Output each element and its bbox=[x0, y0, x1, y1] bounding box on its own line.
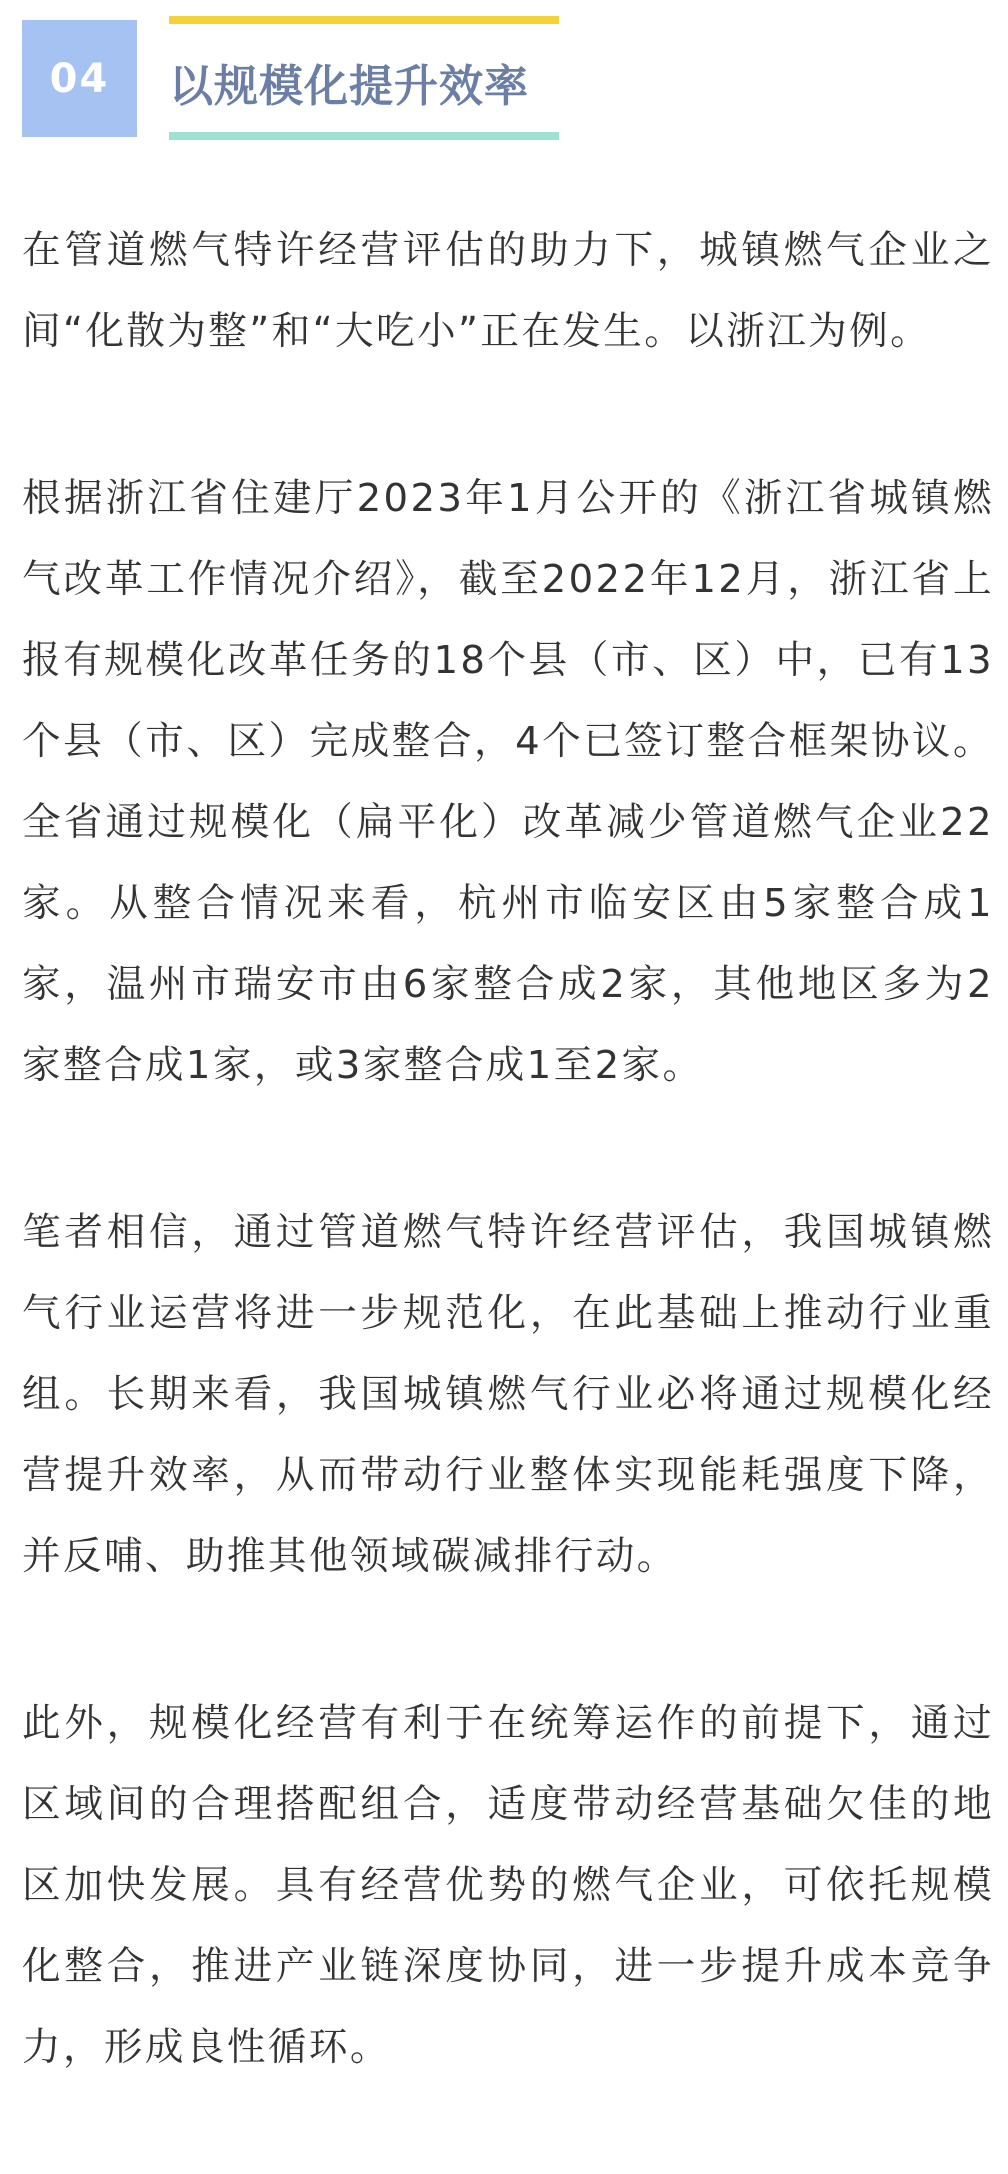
paragraph-2: 根据浙江省住建厅2023年1月公开的《浙江省城镇燃气改革工作情况介绍》，截至2022年12月，浙江省上报有规模化改革任务的18个县（市、区）中，已有13个县（市、区）完成整合，4个已签订整合框架协议。全省通过规模化（扁平化）改革减少管道燃气企业22家。从整合情况来看，杭州市临安区由5家整合成1家，温州市瑞安市由6家整合成2家，其他地区多为2家整合成1家，或3家整合成1至2家。 bbox=[22, 476, 994, 1088]
paragraph-3: 笔者相信，通过管道燃气特许经营评估，我国城镇燃气行业运营将进一步规范化，在此基础上推动行业重组。长期来看，我国城镇燃气行业必将通过规模化经营提升效率，从而带动行业整体实现能耗强度下降，并反哺、助推其他领域碳减排行动。 bbox=[22, 1210, 994, 1579]
title-bottom-divider bbox=[169, 132, 559, 140]
article-body bbox=[22, 210, 994, 2174]
section-title: 以规模化提升效率 bbox=[169, 61, 529, 112]
title-top-divider bbox=[169, 16, 559, 24]
section-number-box bbox=[22, 20, 137, 137]
paragraph-1: 在管道燃气特许经营评估的助力下，城镇燃气企业之间“化散为整”和“大吃小”正在发生。以浙江为例。 bbox=[22, 228, 994, 354]
section-header bbox=[22, 16, 562, 146]
section-number: 04 bbox=[49, 55, 110, 102]
paragraph-4: 此外，规模化经营有利于在统筹运作的前提下，通过区域间的合理搭配组合，适度带动经营基础欠佳的地区加快发展。具有经营优势的燃气企业，可依托规模化整合，推进产业链深度协同，进一步提升成本竞争力，形成良性循环。 bbox=[22, 1701, 994, 2070]
